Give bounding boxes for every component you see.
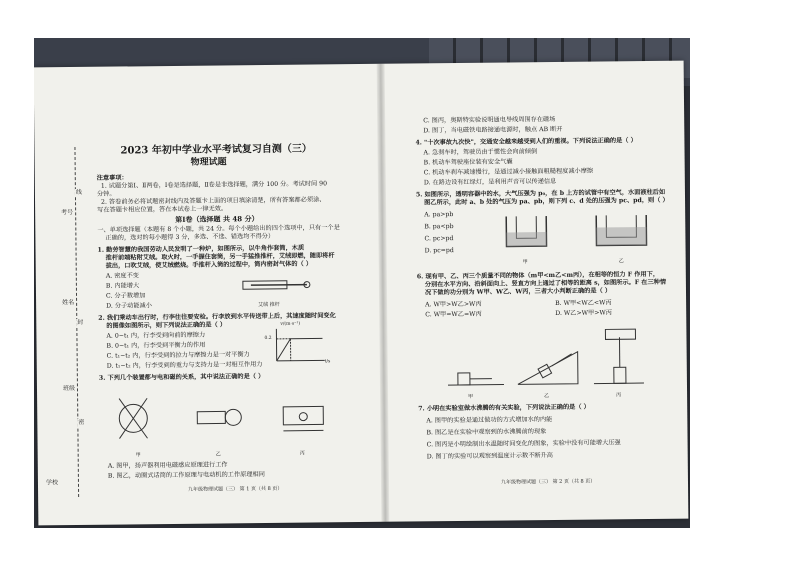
question-text: 7. 小明在实验室做水沸腾的有关实验，下列说法正确的是（ ） bbox=[418, 403, 590, 413]
figure-label: 甲 bbox=[468, 393, 474, 400]
question-text: 5. 如图所示，透明容器中的水，大气压强为 p₀，在 b 上方的试管中有空气，水面液柱后如 bbox=[415, 188, 666, 199]
question-text: 的图像如图所示，则下列说法正确的是（ ） bbox=[106, 321, 227, 330]
option-d[interactable]: D. pc=pd bbox=[424, 247, 454, 255]
figure-label: 乙 bbox=[544, 393, 550, 400]
figure-label: 乙 bbox=[215, 451, 221, 458]
option-c[interactable]: C. 图丙，奥斯特实验说明通电导线周围存在磁场 bbox=[423, 115, 556, 125]
section-intro: 一、单项选择题（本题有 8 个小题，共 24 分。每个小题给出的四个选项中，只有一个是 bbox=[97, 224, 340, 234]
option-c[interactable]: C. W甲=W乙=W丙 bbox=[425, 310, 482, 319]
page-footer-right: 九年级物理试题（三） 第 2 页（共 8 页） bbox=[500, 478, 596, 486]
option-d[interactable]: D. W乙>W甲>W丙 bbox=[555, 309, 612, 317]
section-heading: 第Ⅰ卷（选择题 共 48 分） bbox=[175, 214, 259, 224]
side-label-line: 线 bbox=[75, 188, 82, 196]
option-c[interactable]: C. pc>pd bbox=[424, 235, 454, 243]
photo-background bbox=[34, 38, 690, 528]
question-text: 图乙所示，此时 a、b 处的气压为 pa、pb，则下列 c、d 处的压强为 pc、pd，则（ ） bbox=[424, 196, 669, 207]
page-footer-left: 九年级物理试题（三） 第 1 页（共 8 页） bbox=[188, 485, 283, 493]
velocity-time-graph bbox=[268, 324, 328, 365]
exam-subtitle: 物理试题 bbox=[190, 157, 227, 168]
option-d[interactable]: D. t₁~t₂ 内，行李受到的重力与支持力是一对相互作用力 bbox=[106, 361, 263, 370]
option-b[interactable]: B. 内能增大 bbox=[105, 282, 140, 290]
option-d[interactable]: D. 图丁的实验可以观察到温度计示数不断升高 bbox=[426, 451, 553, 461]
page-right bbox=[385, 61, 689, 522]
axis-label-y: v/(m·s⁻¹) bbox=[280, 321, 301, 327]
question-text: 拔出，口吹艾绒，使艾绒燃烧。手推杆入筒的过程中，筒内密封气体的（ ） bbox=[105, 260, 313, 270]
figure-caption: 艾绒 推杆 bbox=[258, 301, 280, 309]
option-a[interactable]: A. 急刹车时，驾驶员由于惯性会向前倾倒 bbox=[423, 148, 538, 157]
option-a[interactable]: A. 图甲的实验是通过做功的方式增加水的内能 bbox=[426, 416, 553, 425]
option-c[interactable]: C. 图丙是小明绘制出水温随时间变化的图象，实验中没有可能增大压强 bbox=[426, 439, 621, 449]
side-label-number: 考号 bbox=[61, 209, 74, 217]
question-text: 2. 我们乘动车出行时，行李往往要安检。行李放到水平传送带上后，其速度随时间变化 bbox=[98, 312, 336, 322]
option-a[interactable]: A. W甲>W乙>W丙 bbox=[425, 300, 482, 309]
option-b[interactable]: B. 机动车驾驶座位装有安全气囊 bbox=[423, 158, 513, 167]
option-d[interactable]: D. 分子动能减小 bbox=[106, 302, 152, 310]
exam-paper bbox=[34, 61, 688, 526]
axis-tick: 0.2 bbox=[264, 335, 272, 342]
note-line: 写在答题卡相应位置，答在本试卷上一律无效。 bbox=[97, 205, 228, 214]
force-work-figures bbox=[447, 323, 648, 395]
figure-label: 丙 bbox=[616, 392, 622, 399]
question-text: 6. 现有甲、乙、丙三个质量不同的物体（m甲<m乙<m丙），在相等的恒力 F 作用下， bbox=[416, 270, 660, 281]
option-a[interactable]: A. 图甲，扬声器利用电磁感应原理进行工作 bbox=[107, 461, 228, 470]
option-d[interactable]: D. 图丁，当电磁铁电路接通电源时，触点 AB 断开 bbox=[423, 125, 563, 135]
figure-label: 乙 bbox=[618, 258, 624, 265]
note-line: 1. 试题分第Ⅰ、Ⅱ两卷，Ⅰ卷是选择题，Ⅱ卷是非选择题，满分 100 分。考试时间 90 bbox=[100, 180, 328, 190]
option-b[interactable]: B. 图乙，动圈式话筒的工作原理与电动机的工作原理相同 bbox=[107, 471, 265, 480]
u-tube-figures bbox=[496, 211, 666, 259]
side-label-seal: 封 bbox=[77, 318, 84, 326]
option-a[interactable]: A. pa>pb bbox=[424, 211, 454, 219]
notes-heading: 注意事项： bbox=[96, 174, 128, 182]
option-c[interactable]: C. 机动车刹车减速慢行，是通过减小接触面粗糙程度减小摩擦 bbox=[423, 167, 594, 177]
option-d[interactable]: D. 在路边设有红绿灯，是利用声音可以传递信息 bbox=[423, 177, 557, 187]
option-b[interactable]: B. W甲<W乙<W丙 bbox=[555, 299, 612, 307]
note-line: 2. 答卷前务必将试题密封线内及答题卡上面的项目填涂清楚，所有答案都必须涂、 bbox=[100, 196, 326, 206]
figure-label: 丙 bbox=[299, 450, 305, 457]
option-a[interactable]: A. 0~t₁ 内，行李受到向前的摩擦力 bbox=[106, 331, 206, 340]
electromagnet-figures bbox=[107, 386, 358, 451]
section-intro: 正确的，选对的每小题得 3 分，多选、不选、错选均不得分） bbox=[105, 232, 275, 242]
question-text: 况下做的功分别为 W甲、W乙、W丙，三者大小判断正确的是（ ） bbox=[424, 287, 612, 297]
axis-label-x: t/s bbox=[324, 359, 331, 365]
side-label-secret: 密 bbox=[78, 418, 85, 426]
question-text: 1. 勤劳智慧的我国劳动人民发明了一种炉，如图所示，以牛角作套筒，木质 bbox=[97, 244, 305, 254]
exam-title: 2023 年初中学业水平考试复习自测（三） bbox=[120, 143, 312, 157]
figure-label: 甲 bbox=[135, 452, 141, 459]
figure-label: 甲 bbox=[522, 259, 528, 266]
option-b[interactable]: B. 图乙是在实验中观察到的水沸腾前的现象 bbox=[426, 428, 547, 437]
side-label-school: 学校 bbox=[45, 479, 59, 487]
question-text: 分别在水平方向、沿斜面向上、竖直方向上通过了相等的距离 s，如图所示。F 在三种情 bbox=[424, 278, 667, 289]
question-text: 3. 下列几个装置都与电和磁的关系，其中说法正确的是（ ） bbox=[98, 373, 265, 382]
option-c[interactable]: C. t₁~t₂ 内，行李受到的拉力与摩擦力是一对平衡力 bbox=[106, 351, 250, 360]
option-b[interactable]: B. 0~t₁ 内，行李受到平衡力的作用 bbox=[106, 341, 206, 350]
option-c[interactable]: C. 分子数增加 bbox=[105, 292, 146, 300]
page-left bbox=[34, 64, 381, 526]
option-b[interactable]: B. pa<pb bbox=[424, 223, 454, 231]
fire-piston-figure bbox=[241, 275, 311, 302]
side-label-name: 姓名 bbox=[62, 299, 75, 307]
side-label-class: 班级 bbox=[62, 385, 76, 393]
question-text: 推杆前端粘附艾绒。取火时，一手握住套筒，另一手猛推推杆，艾绒即燃，随即将杆 bbox=[105, 252, 335, 262]
option-a[interactable]: A. 密度不变 bbox=[105, 272, 140, 280]
question-text: 4. "十次事故九次快"，交通安全越来越受到人们的重视。下列说法正确的是（ ） bbox=[415, 137, 637, 147]
note-line: 分钟。 bbox=[96, 190, 116, 198]
